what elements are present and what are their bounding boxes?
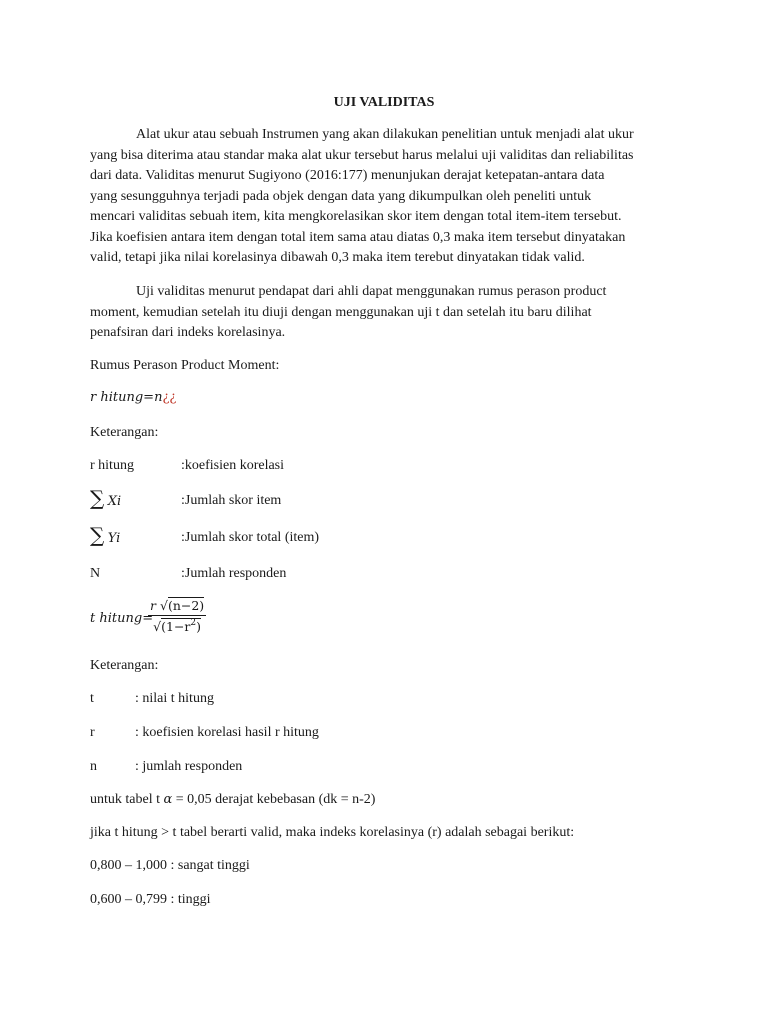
sigma-icon: ∑	[90, 523, 105, 547]
text-fragment: = 0,05 derajat kebebasan (dk = n-2)	[172, 792, 376, 807]
sigma-icon: ∑	[90, 486, 105, 510]
formula-equals: =	[143, 390, 155, 405]
sum-yi	[90, 523, 120, 547]
sqrt-icon: √	[153, 619, 162, 634]
formula-r-hitung	[90, 390, 176, 405]
rumus-label: Rumus Perason Product Moment:	[90, 358, 280, 373]
def-desc: : nilai t hitung	[135, 691, 214, 706]
formula-lhs: r hitung	[90, 390, 144, 405]
denominator-exponent: 2	[190, 618, 197, 628]
def-desc: :Jumlah responden	[181, 566, 287, 581]
formula-t-fraction	[148, 598, 206, 634]
text-line: valid, tetapi jika nilai korelasinya dibawah 0,3 maka item terebut dinyatakan tidak valid.	[90, 250, 585, 265]
def-term: Yi	[107, 531, 121, 546]
def-term: t	[90, 691, 94, 706]
tabel-t-line	[90, 792, 375, 808]
text-line: dari data. Validitas menurut Sugiyono (2016:177) menunjukan derajat ketepatan-antara data	[90, 168, 605, 183]
sqrt-icon: √	[159, 598, 168, 613]
denominator-radicand: (1−r	[161, 619, 191, 634]
def-term: Xi	[107, 494, 122, 509]
keterangan-heading: Keterangan:	[90, 658, 159, 673]
denominator-close: )	[196, 619, 202, 634]
alpha-symbol: α	[163, 792, 173, 807]
text-line: Jika koefisien antara item dengan total item sama atau diatas 0,3 maka item tersebut dinyatakan	[90, 229, 626, 245]
range-item: 0,800 – 1,000 : sangat tinggi	[90, 858, 250, 873]
def-desc: : jumlah responden	[135, 759, 243, 774]
formula-equals: =	[142, 611, 154, 626]
criteria-line: jika t hitung > t tabel berarti valid, maka indeks korelasinya (r) adalah sebagai berikut:	[90, 825, 575, 840]
text-line: moment, kemudian setelah itu diuji dengan menggunakan uji t dan setelah itu baru dilihat	[90, 304, 592, 320]
def-term: r hitung	[90, 458, 134, 473]
def-desc: :Jumlah skor item	[181, 493, 282, 508]
text-line: penafsiran dari indeks korelasinya.	[90, 325, 286, 340]
def-desc: :koefisien korelasi	[181, 458, 285, 473]
formula-t-lhs	[90, 611, 153, 626]
text-line: yang bisa diterima atau standar maka alat ukur tersebut harus melalui uji validitas dan reliabilitas	[90, 147, 634, 163]
text-line: Uji validitas menurut pendapat dari ahli dapat menggunakan rumus perason product	[136, 284, 607, 299]
fraction-denominator	[148, 616, 206, 634]
text-fragment: untuk tabel t	[90, 792, 164, 807]
def-term: r	[90, 725, 95, 740]
numerator-radicand: (n−2)	[167, 598, 205, 613]
def-term: n	[90, 759, 97, 774]
range-item: 0,600 – 0,799 : tinggi	[90, 892, 211, 907]
paragraph-method	[90, 282, 680, 344]
formula-n: n	[154, 390, 163, 405]
keterangan-heading: Keterangan:	[90, 425, 159, 440]
text-line: yang sesungguhnya terjadi pada objek dengan data yang dikumpulkan oleh peneliti untuk	[90, 188, 592, 204]
def-desc: :Jumlah skor total (item)	[181, 530, 320, 545]
text-line: Alat ukur atau sebuah Instrumen yang akan dilakukan penelitian untuk menjadi alat ukur	[136, 127, 634, 142]
text-line: mencari validitas sebuah item, kita mengkorelasikan skor item dengan total item-item tersebut.	[90, 209, 622, 224]
def-term: N	[90, 566, 101, 581]
numerator-r: r	[150, 598, 156, 613]
def-desc: : koefisien korelasi hasil r hitung	[135, 725, 319, 740]
document-title: UJI VALIDITAS	[333, 95, 435, 110]
formula-error-glyph: ¿¿	[162, 390, 177, 405]
fraction-numerator	[148, 598, 206, 616]
paragraph-intro	[90, 125, 680, 269]
formula-lhs: t hitung	[90, 611, 143, 626]
sum-xi	[90, 486, 121, 510]
